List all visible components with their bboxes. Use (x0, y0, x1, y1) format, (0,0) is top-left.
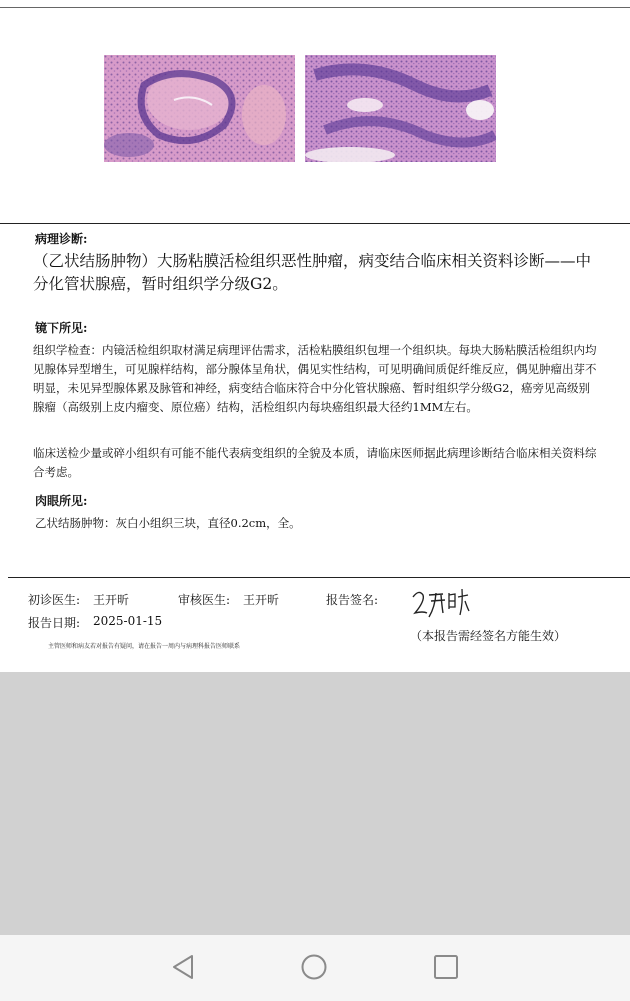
handwritten-signature (405, 583, 475, 623)
signature-label: 报告签名: (326, 593, 379, 607)
initial-doctor-label: 初诊医生: (28, 593, 81, 607)
notice-text: 主管医师和病友若对报告有疑问，请在报告一周内与病理科报告医师联系 (48, 643, 241, 650)
triangle-back-icon[interactable] (168, 952, 198, 982)
square-recents-icon[interactable] (431, 952, 461, 982)
footer-divider (8, 577, 630, 578)
histology-image-left (104, 55, 295, 162)
empty-background-area (0, 672, 630, 935)
review-doctor-label: 审核医生: (178, 593, 231, 607)
section-divider (0, 223, 630, 224)
validity-note: （本报告需经签名方能生效） (410, 629, 567, 643)
circle-home-icon[interactable] (299, 952, 329, 982)
report-date: 2025-01-15 (93, 614, 163, 628)
microscopy-paragraph-1: 组织学检查：内镜活检组织取材满足病理评估需求，活检粘膜组织包埋一个组织块。每块大肠粘膜活检组织内均见腺体异型增生，可见腺样结构，部分腺体呈角状，偶见实性结构，可见明确间质促纤维反应，偶见肿瘤出芽不明显，未见异型腺体累及脉管和神经，病变结合临床符合中分化管状腺癌、暂时组织学分级G2，癌旁见高级别腺瘤（高级别上皮内瘤变、原位癌）结构，活检组织内每块癌组织最大径约1MM左右。 (33, 343, 597, 414)
initial-doctor-name: 王开昕 (93, 593, 130, 607)
diagnosis-heading: 病理诊断: (35, 232, 88, 246)
histology-image-right (305, 55, 496, 162)
gross-text: 乙状结肠肿物：灰白小组织三块，直径0.2cm，全。 (35, 516, 301, 530)
diagnosis-text: （乙状结肠肿物）大肠粘膜活检组织恶性肿瘤，病变结合临床相关资料诊断——中分化管状腺癌，暂时组织学分级G2。 (33, 252, 592, 293)
review-doctor-name: 王开昕 (243, 593, 280, 607)
microscopy-heading: 镜下所见: (35, 321, 88, 335)
microscopy-paragraph-2: 临床送检少量或碎小组织有可能不能代表病变组织的全貌及本质，请临床医师据此病理诊断结合临床相关资料综合考虑。 (33, 446, 597, 479)
gross-heading: 肉眼所见: (35, 494, 88, 508)
top-border-line (0, 7, 630, 8)
report-date-label: 报告日期: (28, 616, 81, 630)
